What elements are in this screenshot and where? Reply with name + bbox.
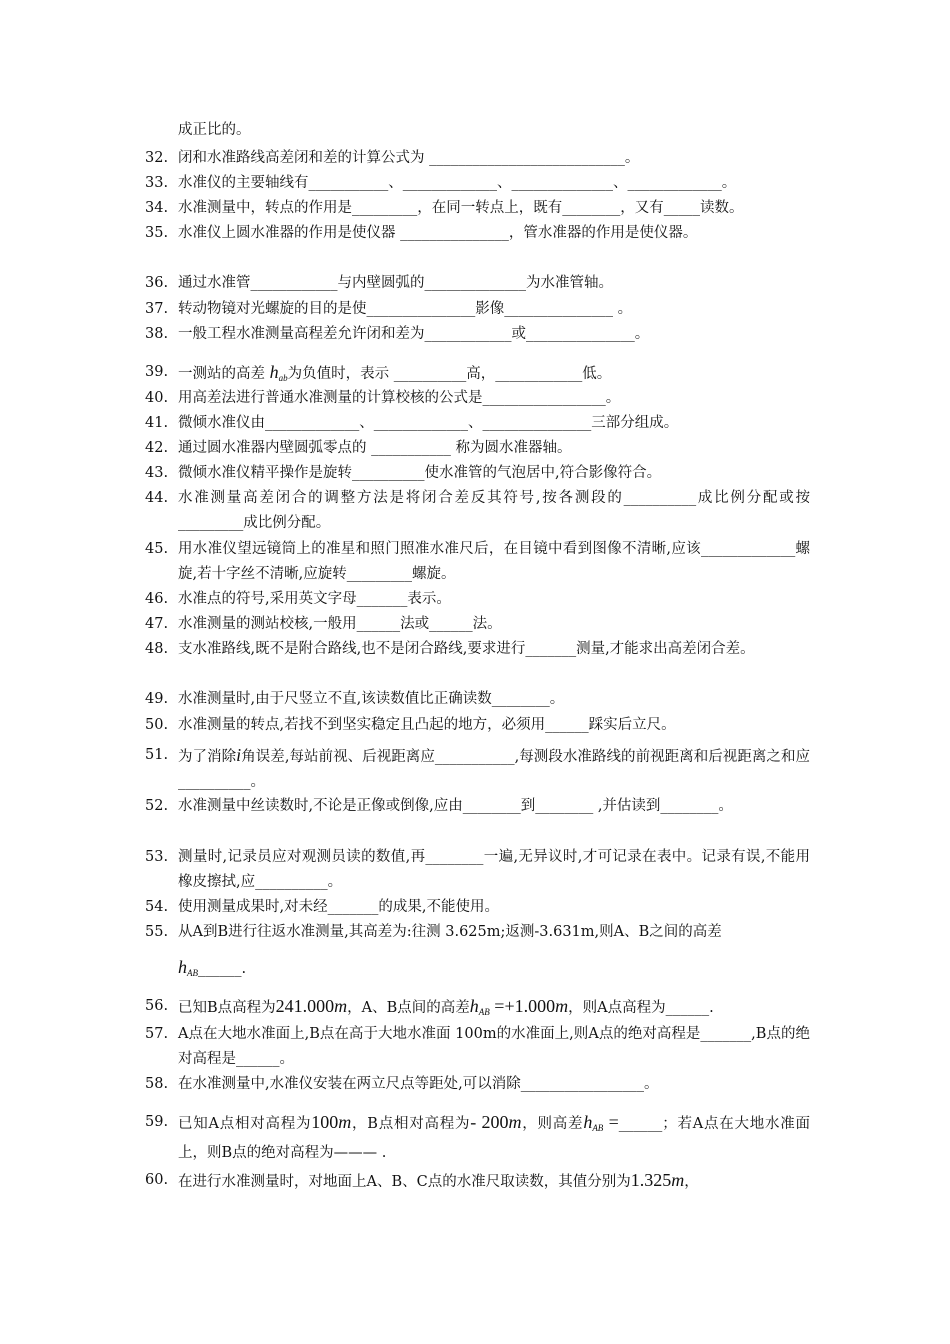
- text-segment: 一测站的高差: [178, 366, 270, 382]
- question-number: 48.: [145, 641, 169, 657]
- question-text: [178, 743, 810, 795]
- question-number: 44.: [145, 490, 169, 506]
- question-40: [145, 386, 810, 411]
- question-35: [145, 221, 810, 246]
- text-segment: 在进行水准测量时，对地面上A、B、C点的水准尺取读数，其值分别为: [178, 1174, 631, 1190]
- question-56: [145, 994, 810, 1025]
- hab-symbol: $h_{AB}$: [469, 996, 490, 1017]
- unit-symbol: m: [508, 1112, 522, 1132]
- question-text: 转动物镜对光螺旋的目的是使_______________影像_______________ 。: [178, 301, 633, 317]
- question-number: 35.: [145, 225, 169, 241]
- question-34: [145, 196, 810, 221]
- text-segment: ，则A点高程为______.: [568, 1000, 714, 1016]
- question-number: 57.: [145, 1026, 169, 1042]
- question-43: [145, 461, 810, 486]
- reading-value: 1.325: [630, 1170, 672, 1190]
- question-number: 36.: [145, 275, 169, 291]
- question-55-answer-line: [178, 955, 246, 986]
- question-59: [145, 1110, 810, 1166]
- question-number: 52.: [145, 798, 169, 814]
- question-53: [145, 845, 810, 895]
- elevation-value: 100: [311, 1112, 339, 1132]
- question-33: [145, 171, 810, 196]
- question-number: 32.: [145, 150, 169, 166]
- hab-symbol: $h_{AB}$: [583, 1112, 604, 1133]
- question-55: [145, 920, 810, 945]
- question-44: [145, 486, 810, 536]
- text-segment: 角误差,每站前视、后视距离应___________,每测段水准路线的前视距离和后视距离之和应__________。: [178, 749, 810, 790]
- question-number: 34.: [145, 200, 169, 216]
- question-text: 水准仪上圆水准器的作用是使仪器 _______________，管水准器的作用是使仪器。: [178, 225, 698, 241]
- question-42: [145, 436, 810, 461]
- answer-blank: ——— .: [333, 1145, 387, 1161]
- question-46: [145, 587, 810, 612]
- question-number: 43.: [145, 465, 169, 481]
- question-text: 水准测量的测站校核,一般用______法或______法。: [178, 616, 502, 632]
- question-text: 微倾水准仪由_____________、_____________、_______________三部分组成。: [178, 415, 679, 431]
- unit-symbol: m: [555, 996, 569, 1016]
- question-number: 54.: [145, 899, 169, 915]
- question-58: [145, 1072, 810, 1097]
- question-number: 45.: [145, 541, 169, 557]
- i-angle-symbol: i: [236, 745, 242, 765]
- question-47: [145, 612, 810, 637]
- question-text: 水准测量的转点,若找不到坚实稳定且凸起的地方，必须用______踩实后立尺。: [178, 717, 676, 733]
- height-difference-value: =+1.000: [489, 996, 556, 1016]
- question-49: [145, 687, 810, 712]
- question-52: [145, 794, 810, 819]
- question-32: [145, 146, 810, 171]
- text-segment: 已知A点相对高程为: [178, 1116, 312, 1132]
- question-41: [145, 411, 810, 436]
- question-51: [145, 743, 810, 795]
- question-text: [178, 1110, 810, 1166]
- question-45: [145, 537, 810, 587]
- question-number: 42.: [145, 440, 169, 456]
- question-number: 40.: [145, 390, 169, 406]
- question-number: 33.: [145, 175, 169, 191]
- question-number: 47.: [145, 616, 169, 632]
- text-segment: ，B点相对高程为: [351, 1116, 471, 1132]
- text-segment: ______；若A点在大地水准面上，则B点的绝对高程为: [178, 1116, 811, 1161]
- question-50: [145, 713, 810, 738]
- question-text: 微倾水准仪精平操作是旋转__________使水准管的气泡居中,符合影像符合。: [178, 465, 662, 481]
- question-text: 用高差法进行普通水准测量的计算校核的公式是_________________。: [178, 390, 621, 406]
- text-segment: ，A、B点间的高差: [347, 1000, 470, 1016]
- continuation-line: 成正比的。: [178, 122, 251, 138]
- text-segment: 为了消除: [178, 749, 237, 765]
- question-text: 水准点的符号,采用英文字母_______表示。: [178, 591, 451, 607]
- question-text: 一般工程水准测量高程差允许闭和差为____________或_______________。: [178, 326, 650, 342]
- question-36: [145, 271, 810, 296]
- unit-symbol: m: [671, 1170, 685, 1190]
- text-segment: ，: [684, 1174, 699, 1190]
- question-number: 51.: [145, 747, 169, 763]
- question-text: 支水准路线,既不是附合路线,也不是闭合路线,要求进行_______测量,才能求出高差闭合差。: [178, 641, 755, 657]
- question-text: 水准测量时,由于尺竖立不直,该读数值比正确读数________。: [178, 691, 565, 707]
- unit-symbol: m: [334, 996, 348, 1016]
- question-text: 用水准仪望远镜筒上的准星和照门照准水准尺后，在目镜中看到图像不清晰,应该_____________螺旋,若十字丝不清晰,应旋转_________螺旋。: [178, 541, 810, 582]
- question-number: 53.: [145, 849, 169, 865]
- question-37: [145, 297, 810, 322]
- question-number: 46.: [145, 591, 169, 607]
- question-number: 56.: [145, 998, 169, 1014]
- question-number: 55.: [145, 924, 169, 940]
- question-number: 60.: [145, 1172, 169, 1188]
- text-segment: 已知B点高程为: [178, 1000, 276, 1016]
- question-60: [145, 1168, 810, 1195]
- question-text: 水准测量中，转点的作用是_________，在同一转点上，既有________，又有_____读数。: [178, 200, 744, 216]
- question-text: 水准仪的主要轴线有___________、_____________、______________、_____________。: [178, 175, 737, 191]
- question-text: 闭和水准路线高差闭和差的计算公式为 ___________________________。: [178, 150, 640, 166]
- question-text: 水准测量高差闭合的调整方法是将闭合差反其符号,按各测段的__________成比例分配或按_________成比例分配。: [178, 490, 810, 531]
- question-text: [178, 1168, 810, 1195]
- question-text: 水准测量中丝读数时,不论是正像或倒像,应由________到________ ,并估读到________。: [178, 798, 733, 814]
- text-segment: 为负值时，表示 __________高，____________低。: [287, 366, 612, 382]
- question-text: [178, 994, 810, 1025]
- unit-symbol: m: [338, 1112, 352, 1132]
- equals-sign: =: [603, 1112, 619, 1132]
- question-text: 通过水准管____________与内壁圆弧的______________为水准管轴。: [178, 275, 613, 291]
- elevation-value: - 200: [470, 1112, 509, 1132]
- height-difference-symbol: $h_{ab}$: [269, 362, 288, 383]
- question-number: 37.: [145, 301, 169, 317]
- question-number: 49.: [145, 691, 169, 707]
- question-38: [145, 322, 810, 347]
- question-number: 59.: [145, 1114, 169, 1130]
- question-text: A点在大地水准面上,B点在高于大地水准面 100m的水准面上,则A点的绝对高程是_______,B点的绝对高程是______。: [178, 1026, 810, 1067]
- question-text: 通过圆水准器内壁圆弧零点的 ___________ 称为圆水准器轴。: [178, 440, 572, 456]
- question-54: [145, 895, 810, 920]
- elevation-value: 241.000: [275, 996, 335, 1016]
- question-number: 50.: [145, 717, 169, 733]
- question-number: 39.: [145, 364, 169, 380]
- question-text: 从A到B进行往返水准测量,其高差为:往测 3.625m;返测-3.631m,则A、B之间的高差: [178, 924, 722, 940]
- text-segment: ，则高差: [521, 1116, 584, 1132]
- question-number: 41.: [145, 415, 169, 431]
- question-48: [145, 637, 810, 662]
- question-text: 在水准测量中,水准仪安装在两立尺点等距处,可以消除_________________。: [178, 1076, 659, 1092]
- hab-symbol: $h_{AB}$: [178, 957, 198, 978]
- question-57: [145, 1022, 810, 1072]
- question-number: 58.: [145, 1076, 169, 1092]
- answer-blank: ______.: [198, 961, 247, 977]
- question-number: 38.: [145, 326, 169, 342]
- question-text: 测量时,记录员应对观测员读的数值,再________一遍,无异议时,才可记录在表中。记录有误,不能用橡皮擦拭,应__________。: [178, 849, 810, 890]
- question-text: 使用测量成果时,对未经_______的成果,不能使用。: [178, 899, 499, 915]
